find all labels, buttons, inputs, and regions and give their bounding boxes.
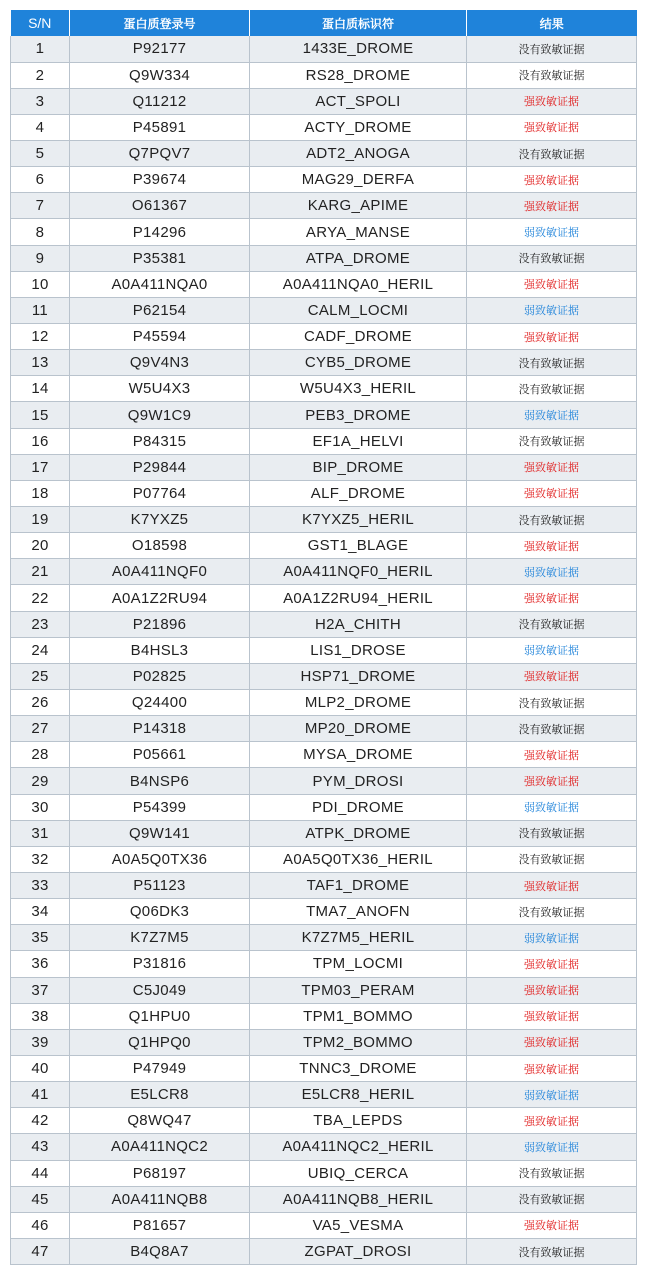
- accession-cell: B4NSP6: [70, 768, 250, 794]
- result-cell: 弱致敏证据: [467, 297, 637, 323]
- result-cell: 弱致敏证据: [467, 794, 637, 820]
- identifier-cell: ZGPAT_DROSI: [250, 1238, 467, 1264]
- sn-cell: 20: [11, 533, 70, 559]
- accession-cell: P81657: [70, 1212, 250, 1238]
- sn-cell: 47: [11, 1238, 70, 1264]
- identifier-cell: A0A1Z2RU94_HERIL: [250, 585, 467, 611]
- sn-cell: 45: [11, 1186, 70, 1212]
- sn-cell: 14: [11, 376, 70, 402]
- accession-cell: C5J049: [70, 977, 250, 1003]
- identifier-cell: TBA_LEPDS: [250, 1108, 467, 1134]
- sn-cell: 5: [11, 141, 70, 167]
- identifier-cell: LIS1_DROSE: [250, 637, 467, 663]
- accession-cell: Q8WQ47: [70, 1108, 250, 1134]
- result-cell: 强致敏证据: [467, 873, 637, 899]
- result-cell: 强致敏证据: [467, 454, 637, 480]
- accession-cell: Q11212: [70, 88, 250, 114]
- sn-cell: 35: [11, 925, 70, 951]
- accession-cell: A0A5Q0TX36: [70, 846, 250, 872]
- accession-cell: P14318: [70, 716, 250, 742]
- identifier-cell: BIP_DROME: [250, 454, 467, 480]
- table-row: [11, 794, 637, 820]
- result-cell: 没有致敏证据: [467, 350, 637, 376]
- result-cell: 没有致敏证据: [467, 141, 637, 167]
- identifier-cell: ACTY_DROME: [250, 114, 467, 140]
- accession-cell: P35381: [70, 245, 250, 271]
- sn-cell: 19: [11, 507, 70, 533]
- table-row: [11, 951, 637, 977]
- table-row: [11, 768, 637, 794]
- result-cell: 没有致敏证据: [467, 1160, 637, 1186]
- result-cell: 强致敏证据: [467, 167, 637, 193]
- sn-cell: 41: [11, 1082, 70, 1108]
- table-row: [11, 402, 637, 428]
- identifier-cell: GST1_BLAGE: [250, 533, 467, 559]
- sn-cell: 15: [11, 402, 70, 428]
- sn-cell: 21: [11, 559, 70, 585]
- identifier-cell: TAF1_DROME: [250, 873, 467, 899]
- result-cell: 没有致敏证据: [467, 690, 637, 716]
- accession-cell: A0A411NQF0: [70, 559, 250, 585]
- accession-cell: A0A411NQA0: [70, 271, 250, 297]
- identifier-cell: A0A411NQB8_HERIL: [250, 1186, 467, 1212]
- identifier-cell: TPM_LOCMI: [250, 951, 467, 977]
- table-row: [11, 899, 637, 925]
- accession-cell: Q06DK3: [70, 899, 250, 925]
- sn-cell: 8: [11, 219, 70, 245]
- identifier-cell: ADT2_ANOGA: [250, 141, 467, 167]
- accession-cell: P54399: [70, 794, 250, 820]
- table-body: [11, 36, 637, 1265]
- accession-cell: Q9W141: [70, 820, 250, 846]
- table-row: [11, 611, 637, 637]
- result-cell: 强致敏证据: [467, 663, 637, 689]
- table-row: [11, 873, 637, 899]
- identifier-cell: TNNC3_DROME: [250, 1055, 467, 1081]
- result-cell: 强致敏证据: [467, 585, 637, 611]
- result-cell: 强致敏证据: [467, 271, 637, 297]
- header-result: 结果: [467, 10, 637, 36]
- accession-cell: P14296: [70, 219, 250, 245]
- identifier-cell: CADF_DROME: [250, 324, 467, 350]
- accession-cell: B4HSL3: [70, 637, 250, 663]
- table-row: [11, 716, 637, 742]
- result-cell: 强致敏证据: [467, 1055, 637, 1081]
- sn-cell: 34: [11, 899, 70, 925]
- sn-cell: 10: [11, 271, 70, 297]
- table-row: [11, 245, 637, 271]
- accession-cell: Q1HPU0: [70, 1003, 250, 1029]
- accession-cell: P39674: [70, 167, 250, 193]
- header-sn: S/N: [11, 10, 70, 36]
- identifier-cell: CYB5_DROME: [250, 350, 467, 376]
- identifier-cell: ACT_SPOLI: [250, 88, 467, 114]
- table-row: [11, 167, 637, 193]
- sn-cell: 4: [11, 114, 70, 140]
- accession-cell: W5U4X3: [70, 376, 250, 402]
- identifier-cell: ARYA_MANSE: [250, 219, 467, 245]
- identifier-cell: MAG29_DERFA: [250, 167, 467, 193]
- sn-cell: 31: [11, 820, 70, 846]
- sn-cell: 18: [11, 480, 70, 506]
- sn-cell: 38: [11, 1003, 70, 1029]
- result-cell: 强致敏证据: [467, 114, 637, 140]
- sn-cell: 27: [11, 716, 70, 742]
- accession-cell: P07764: [70, 480, 250, 506]
- result-cell: 弱致敏证据: [467, 925, 637, 951]
- table-row: [11, 297, 637, 323]
- result-cell: 强致敏证据: [467, 193, 637, 219]
- identifier-cell: K7YXZ5_HERIL: [250, 507, 467, 533]
- identifier-cell: MP20_DROME: [250, 716, 467, 742]
- accession-cell: O61367: [70, 193, 250, 219]
- accession-cell: P84315: [70, 428, 250, 454]
- accession-cell: P92177: [70, 36, 250, 62]
- identifier-cell: TPM03_PERAM: [250, 977, 467, 1003]
- result-cell: 强致敏证据: [467, 1029, 637, 1055]
- identifier-cell: W5U4X3_HERIL: [250, 376, 467, 402]
- table-row: [11, 1055, 637, 1081]
- table-row: [11, 533, 637, 559]
- sn-cell: 39: [11, 1029, 70, 1055]
- table-row: [11, 141, 637, 167]
- identifier-cell: H2A_CHITH: [250, 611, 467, 637]
- result-cell: 强致敏证据: [467, 324, 637, 350]
- result-cell: 没有致敏证据: [467, 62, 637, 88]
- table-row: [11, 271, 637, 297]
- identifier-cell: PEB3_DROME: [250, 402, 467, 428]
- sn-cell: 43: [11, 1134, 70, 1160]
- sn-cell: 3: [11, 88, 70, 114]
- identifier-cell: HSP71_DROME: [250, 663, 467, 689]
- accession-cell: P62154: [70, 297, 250, 323]
- accession-cell: E5LCR8: [70, 1082, 250, 1108]
- sn-cell: 33: [11, 873, 70, 899]
- sn-cell: 9: [11, 245, 70, 271]
- table-row: [11, 690, 637, 716]
- result-cell: 强致敏证据: [467, 951, 637, 977]
- identifier-cell: CALM_LOCMI: [250, 297, 467, 323]
- accession-cell: O18598: [70, 533, 250, 559]
- result-cell: 强致敏证据: [467, 1108, 637, 1134]
- sn-cell: 16: [11, 428, 70, 454]
- identifier-cell: TMA7_ANOFN: [250, 899, 467, 925]
- result-cell: 没有致敏证据: [467, 846, 637, 872]
- result-cell: 弱致敏证据: [467, 402, 637, 428]
- result-cell: 强致敏证据: [467, 480, 637, 506]
- sn-cell: 29: [11, 768, 70, 794]
- accession-cell: Q9W334: [70, 62, 250, 88]
- identifier-cell: TPM1_BOMMO: [250, 1003, 467, 1029]
- sn-cell: 28: [11, 742, 70, 768]
- accession-cell: P05661: [70, 742, 250, 768]
- sn-cell: 7: [11, 193, 70, 219]
- result-cell: 没有致敏证据: [467, 428, 637, 454]
- accession-cell: P31816: [70, 951, 250, 977]
- accession-cell: B4Q8A7: [70, 1238, 250, 1264]
- result-cell: 弱致敏证据: [467, 1082, 637, 1108]
- table-row: [11, 480, 637, 506]
- table-row: [11, 1003, 637, 1029]
- sn-cell: 26: [11, 690, 70, 716]
- table-row: [11, 846, 637, 872]
- sn-cell: 22: [11, 585, 70, 611]
- result-cell: 没有致敏证据: [467, 36, 637, 62]
- sn-cell: 24: [11, 637, 70, 663]
- sn-cell: 32: [11, 846, 70, 872]
- identifier-cell: TPM2_BOMMO: [250, 1029, 467, 1055]
- identifier-cell: ATPK_DROME: [250, 820, 467, 846]
- table-row: [11, 507, 637, 533]
- accession-cell: P02825: [70, 663, 250, 689]
- sn-cell: 42: [11, 1108, 70, 1134]
- sn-cell: 17: [11, 454, 70, 480]
- table-row: [11, 1212, 637, 1238]
- table-row: [11, 1108, 637, 1134]
- result-cell: 没有致敏证据: [467, 820, 637, 846]
- accession-cell: A0A411NQB8: [70, 1186, 250, 1212]
- identifier-cell: EF1A_HELVI: [250, 428, 467, 454]
- table-row: [11, 820, 637, 846]
- accession-cell: P45891: [70, 114, 250, 140]
- table-row: [11, 637, 637, 663]
- table-row: [11, 62, 637, 88]
- accession-cell: Q9W1C9: [70, 402, 250, 428]
- sn-cell: 36: [11, 951, 70, 977]
- table-row: [11, 1082, 637, 1108]
- table-row: [11, 350, 637, 376]
- table-row: [11, 324, 637, 350]
- identifier-cell: A0A411NQA0_HERIL: [250, 271, 467, 297]
- sn-cell: 12: [11, 324, 70, 350]
- sn-cell: 11: [11, 297, 70, 323]
- accession-cell: P29844: [70, 454, 250, 480]
- table-row: [11, 663, 637, 689]
- result-cell: 弱致敏证据: [467, 219, 637, 245]
- identifier-cell: RS28_DROME: [250, 62, 467, 88]
- result-cell: 强致敏证据: [467, 1212, 637, 1238]
- identifier-cell: 1433E_DROME: [250, 36, 467, 62]
- accession-cell: K7YXZ5: [70, 507, 250, 533]
- sn-cell: 2: [11, 62, 70, 88]
- table-header: [11, 10, 637, 36]
- table-row: [11, 1186, 637, 1212]
- accession-cell: P51123: [70, 873, 250, 899]
- sn-cell: 30: [11, 794, 70, 820]
- accession-cell: P68197: [70, 1160, 250, 1186]
- identifier-cell: A0A5Q0TX36_HERIL: [250, 846, 467, 872]
- header-row: [11, 10, 637, 36]
- sn-cell: 46: [11, 1212, 70, 1238]
- result-cell: 没有致敏证据: [467, 507, 637, 533]
- sn-cell: 25: [11, 663, 70, 689]
- result-cell: 强致敏证据: [467, 533, 637, 559]
- table-row: [11, 1134, 637, 1160]
- sn-cell: 23: [11, 611, 70, 637]
- accession-cell: P21896: [70, 611, 250, 637]
- identifier-cell: K7Z7M5_HERIL: [250, 925, 467, 951]
- sn-cell: 6: [11, 167, 70, 193]
- identifier-cell: MLP2_DROME: [250, 690, 467, 716]
- result-cell: 没有致敏证据: [467, 376, 637, 402]
- identifier-cell: PDI_DROME: [250, 794, 467, 820]
- table-row: [11, 1238, 637, 1264]
- result-cell: 没有致敏证据: [467, 1238, 637, 1264]
- result-cell: 没有致敏证据: [467, 716, 637, 742]
- result-cell: 弱致敏证据: [467, 1134, 637, 1160]
- result-cell: 强致敏证据: [467, 88, 637, 114]
- result-cell: 没有致敏证据: [467, 611, 637, 637]
- accession-cell: Q9V4N3: [70, 350, 250, 376]
- sn-cell: 13: [11, 350, 70, 376]
- identifier-cell: ATPA_DROME: [250, 245, 467, 271]
- table-row: [11, 1160, 637, 1186]
- identifier-cell: A0A411NQC2_HERIL: [250, 1134, 467, 1160]
- sn-cell: 40: [11, 1055, 70, 1081]
- identifier-cell: VA5_VESMA: [250, 1212, 467, 1238]
- table-row: [11, 88, 637, 114]
- table-row: [11, 454, 637, 480]
- accession-cell: A0A1Z2RU94: [70, 585, 250, 611]
- result-cell: 强致敏证据: [467, 977, 637, 1003]
- table-row: [11, 742, 637, 768]
- identifier-cell: UBIQ_CERCA: [250, 1160, 467, 1186]
- sn-cell: 44: [11, 1160, 70, 1186]
- table-row: [11, 585, 637, 611]
- table-row: [11, 428, 637, 454]
- result-cell: 强致敏证据: [467, 1003, 637, 1029]
- identifier-cell: E5LCR8_HERIL: [250, 1082, 467, 1108]
- identifier-cell: ALF_DROME: [250, 480, 467, 506]
- allergen-results-table: [10, 10, 637, 1265]
- identifier-cell: MYSA_DROME: [250, 742, 467, 768]
- result-cell: 弱致敏证据: [467, 559, 637, 585]
- table-row: [11, 114, 637, 140]
- result-cell: 没有致敏证据: [467, 245, 637, 271]
- result-cell: 强致敏证据: [467, 742, 637, 768]
- result-cell: 没有致敏证据: [467, 899, 637, 925]
- identifier-cell: KARG_APIME: [250, 193, 467, 219]
- sn-cell: 1: [11, 36, 70, 62]
- accession-cell: Q7PQV7: [70, 141, 250, 167]
- table-row: [11, 1029, 637, 1055]
- table-row: [11, 977, 637, 1003]
- identifier-cell: PYM_DROSI: [250, 768, 467, 794]
- accession-cell: A0A411NQC2: [70, 1134, 250, 1160]
- identifier-cell: A0A411NQF0_HERIL: [250, 559, 467, 585]
- result-cell: 没有致敏证据: [467, 1186, 637, 1212]
- result-cell: 强致敏证据: [467, 768, 637, 794]
- table-row: [11, 376, 637, 402]
- table-row: [11, 219, 637, 245]
- header-accession: 蛋白质登录号: [70, 10, 250, 36]
- table-row: [11, 925, 637, 951]
- accession-cell: K7Z7M5: [70, 925, 250, 951]
- table-row: [11, 36, 637, 62]
- accession-cell: P45594: [70, 324, 250, 350]
- table-row: [11, 193, 637, 219]
- result-cell: 弱致敏证据: [467, 637, 637, 663]
- sn-cell: 37: [11, 977, 70, 1003]
- table-row: [11, 559, 637, 585]
- accession-cell: Q24400: [70, 690, 250, 716]
- accession-cell: P47949: [70, 1055, 250, 1081]
- accession-cell: Q1HPQ0: [70, 1029, 250, 1055]
- header-identifier: 蛋白质标识符: [250, 10, 467, 36]
